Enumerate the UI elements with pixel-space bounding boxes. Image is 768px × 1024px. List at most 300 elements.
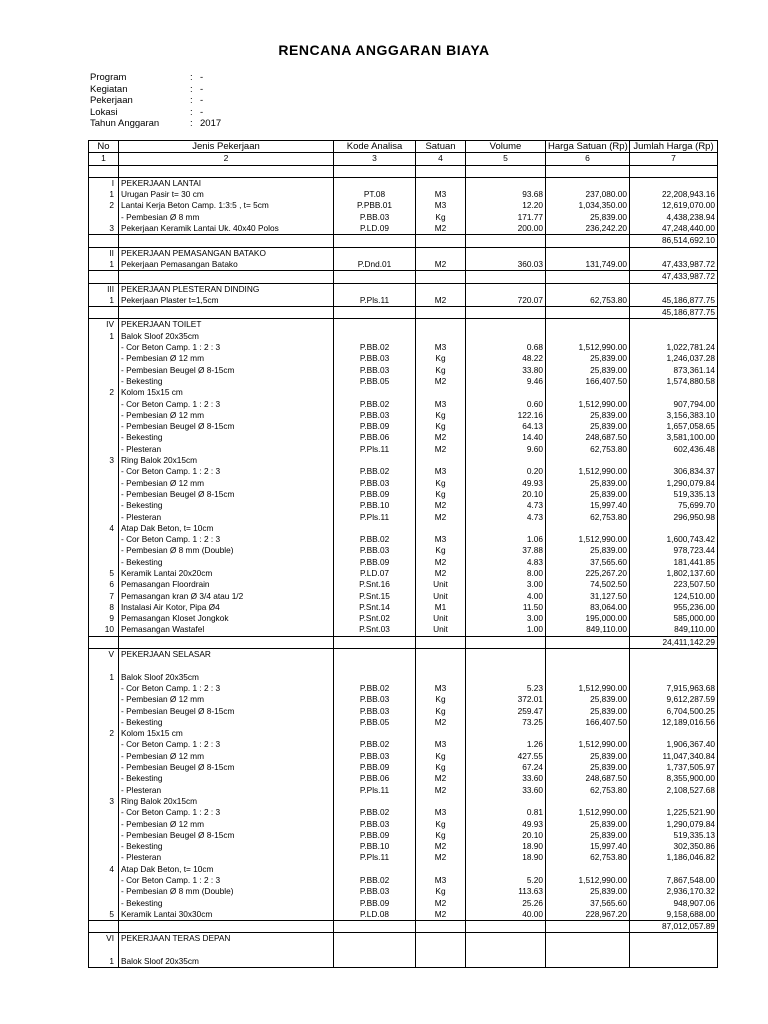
row-number: 1 xyxy=(89,956,119,968)
row-code: P.LD.08 xyxy=(334,909,416,921)
row-number xyxy=(89,500,119,511)
row-unit-price: 25,839.00 xyxy=(546,830,630,841)
row-unit: Kg xyxy=(416,353,466,364)
row-volume: 18.90 xyxy=(466,852,546,863)
row-description: - Pembesian Beugel Ø 8-15cm xyxy=(119,365,334,376)
meta-value: - xyxy=(200,95,204,106)
row-total: 181,441.85 xyxy=(630,557,718,568)
row-number xyxy=(89,444,119,455)
row-code xyxy=(334,956,416,968)
row-volume xyxy=(466,455,546,466)
row-description: - Plesteran xyxy=(119,785,334,796)
row-unit-price: 25,839.00 xyxy=(546,545,630,556)
row-volume xyxy=(466,331,546,342)
meta-separator: : xyxy=(190,83,193,95)
row-number: 4 xyxy=(89,523,119,534)
row-number: 7 xyxy=(89,591,119,602)
row-volume xyxy=(466,235,546,247)
table-row xyxy=(89,512,718,523)
row-number xyxy=(89,739,119,750)
row-unit: M2 xyxy=(416,785,466,796)
row-total: 87,012,057.89 xyxy=(630,921,718,933)
row-description: - Bekesting xyxy=(119,432,334,443)
meta-label: Program xyxy=(90,72,127,83)
meta-label: Lokasi xyxy=(90,106,118,118)
row-code xyxy=(334,331,416,342)
row-unit-price: 236,242.20 xyxy=(546,223,630,235)
row-unit: M2 xyxy=(416,376,466,387)
spacer-row xyxy=(89,945,718,956)
row-total: 1,186,046.82 xyxy=(630,852,718,863)
row-total: 978,723.44 xyxy=(630,545,718,556)
row-number xyxy=(89,410,119,421)
row-unit-price: 248,687.50 xyxy=(546,432,630,443)
row-number: 2 xyxy=(89,387,119,398)
header-index: 5 xyxy=(466,153,546,165)
row-code: P.BB.09 xyxy=(334,421,416,432)
subtotal-row xyxy=(89,921,718,933)
row-unit: M3 xyxy=(416,466,466,477)
row-total: 1,225,521.90 xyxy=(630,807,718,818)
row-unit-price: 849,110.00 xyxy=(546,624,630,636)
row-total: 223,507.50 xyxy=(630,579,718,590)
meta-value: - xyxy=(200,106,204,118)
header-jumlah: Jumlah Harga (Rp) xyxy=(630,141,718,153)
row-code: PT.08 xyxy=(334,189,416,200)
table-row xyxy=(89,864,718,875)
row-total: 11,047,340.84 xyxy=(630,751,718,762)
row-unit: M2 xyxy=(416,432,466,443)
row-total: 12,189,016.56 xyxy=(630,717,718,728)
row-total: 1,246,037.28 xyxy=(630,353,718,364)
row-code: P.PBB.01 xyxy=(334,200,416,211)
row-description: Urugan Pasir t= 30 cm xyxy=(119,189,334,200)
table-row xyxy=(89,773,718,784)
row-description: Instalasi Air Kotor, Pipa Ø4 xyxy=(119,602,334,613)
row-volume: 171.77 xyxy=(466,212,546,223)
row-total xyxy=(630,165,718,177)
table-row xyxy=(89,841,718,852)
row-description: Keramik Lantai 30x30cm xyxy=(119,909,334,921)
row-unit xyxy=(416,921,466,933)
row-description: Ring Balok 20x15cm xyxy=(119,455,334,466)
table-row xyxy=(89,376,718,387)
row-unit-price: 25,839.00 xyxy=(546,706,630,717)
row-unit-price xyxy=(546,649,630,661)
table-row xyxy=(89,534,718,545)
row-unit-price xyxy=(546,945,630,956)
row-unit-price: 25,839.00 xyxy=(546,410,630,421)
header-jenis: Jenis Pekerjaan xyxy=(119,141,334,153)
row-volume xyxy=(466,247,546,259)
table-row xyxy=(89,410,718,421)
row-volume: 4.00 xyxy=(466,591,546,602)
row-description: Balok Sloof 20x35cm xyxy=(119,672,334,683)
row-unit-price: 15,997.40 xyxy=(546,500,630,511)
row-code: P.BB.09 xyxy=(334,489,416,500)
header-index: 4 xyxy=(416,153,466,165)
table-row xyxy=(89,694,718,705)
row-description: - Plesteran xyxy=(119,512,334,523)
row-description: - Bekesting xyxy=(119,898,334,909)
row-unit-price: 62,753.80 xyxy=(546,785,630,796)
row-volume: 1.00 xyxy=(466,624,546,636)
row-description: - Pembesian Ø 8 mm (Double) xyxy=(119,886,334,897)
row-code xyxy=(334,177,416,189)
table-row xyxy=(89,683,718,694)
row-volume: 33.60 xyxy=(466,785,546,796)
row-number: 9 xyxy=(89,613,119,624)
subtotal-row xyxy=(89,235,718,247)
header-kode: Kode Analisa xyxy=(334,141,416,153)
meta-label: Tahun Anggaran xyxy=(90,118,160,129)
row-description: Pemasangan kran Ø 3/4 atau 1/2 xyxy=(119,591,334,602)
table-row xyxy=(89,432,718,443)
table-row xyxy=(89,365,718,376)
row-unit-price: 1,512,990.00 xyxy=(546,466,630,477)
table-row xyxy=(89,579,718,590)
row-unit xyxy=(416,956,466,968)
row-total: 1,574,880.58 xyxy=(630,376,718,387)
row-unit xyxy=(416,165,466,177)
row-number xyxy=(89,852,119,863)
row-total: 1,737,505.97 xyxy=(630,762,718,773)
row-unit-price xyxy=(546,933,630,945)
row-number: 1 xyxy=(89,672,119,683)
meta-row xyxy=(90,107,221,119)
row-code xyxy=(334,455,416,466)
row-number: 8 xyxy=(89,602,119,613)
row-code: P.BB.03 xyxy=(334,694,416,705)
table-row xyxy=(89,624,718,636)
row-number xyxy=(89,694,119,705)
row-unit-price: 228,967.20 xyxy=(546,909,630,921)
row-unit xyxy=(416,331,466,342)
row-code: P.BB.02 xyxy=(334,466,416,477)
row-number xyxy=(89,165,119,177)
row-number xyxy=(89,235,119,247)
row-code xyxy=(334,523,416,534)
row-total: 849,110.00 xyxy=(630,624,718,636)
meta-row xyxy=(90,118,221,130)
row-total xyxy=(630,319,718,331)
row-description: - Bekesting xyxy=(119,841,334,852)
meta-separator: : xyxy=(190,118,193,129)
row-unit-price: 25,839.00 xyxy=(546,886,630,897)
row-total: 1,802,137.60 xyxy=(630,568,718,579)
row-code: P.BB.03 xyxy=(334,819,416,830)
row-volume xyxy=(466,672,546,683)
header-index: 2 xyxy=(119,153,334,165)
row-volume: 9.60 xyxy=(466,444,546,455)
row-volume xyxy=(466,307,546,319)
row-number xyxy=(89,512,119,523)
row-unit: M2 xyxy=(416,841,466,852)
table-row xyxy=(89,387,718,398)
row-volume: 3.00 xyxy=(466,579,546,590)
row-total: 8,355,900.00 xyxy=(630,773,718,784)
row-unit: M3 xyxy=(416,534,466,545)
row-unit: M3 xyxy=(416,683,466,694)
row-unit xyxy=(416,933,466,945)
subtotal-row xyxy=(89,636,718,648)
row-code: P.Snt.16 xyxy=(334,579,416,590)
row-volume: 259.47 xyxy=(466,706,546,717)
row-code xyxy=(334,247,416,259)
row-unit-price: 15,997.40 xyxy=(546,841,630,852)
row-description: PEKERJAAN TERAS DEPAN xyxy=(119,933,334,945)
table-row xyxy=(89,212,718,223)
table-row xyxy=(89,466,718,477)
section-row xyxy=(89,933,718,945)
row-unit-price xyxy=(546,921,630,933)
row-code: P.BB.03 xyxy=(334,886,416,897)
row-unit xyxy=(416,649,466,661)
table-row xyxy=(89,762,718,773)
table-row xyxy=(89,500,718,511)
row-unit-price: 166,407.50 xyxy=(546,717,630,728)
row-unit xyxy=(416,796,466,807)
row-total: 2,108,527.68 xyxy=(630,785,718,796)
row-total: 45,186,877.75 xyxy=(630,295,718,307)
row-unit: Unit xyxy=(416,624,466,636)
row-total: 7,867,548.00 xyxy=(630,875,718,886)
table-row xyxy=(89,852,718,863)
row-code xyxy=(334,672,416,683)
row-code xyxy=(334,945,416,956)
row-unit: Kg xyxy=(416,762,466,773)
row-volume: 5.23 xyxy=(466,683,546,694)
row-unit: Kg xyxy=(416,751,466,762)
row-unit: M2 xyxy=(416,223,466,235)
row-code xyxy=(334,660,416,671)
header-index: 3 xyxy=(334,153,416,165)
row-description: Pekerjaan Keramik Lantai Uk. 40x40 Polos xyxy=(119,223,334,235)
row-code: P.Pls.11 xyxy=(334,512,416,523)
row-unit: Kg xyxy=(416,706,466,717)
row-code: P.BB.03 xyxy=(334,545,416,556)
row-total: 1,906,367.40 xyxy=(630,739,718,750)
row-code: P.Pls.11 xyxy=(334,444,416,455)
row-unit-price xyxy=(546,319,630,331)
row-unit-price xyxy=(546,956,630,968)
row-total: 47,248,440.00 xyxy=(630,223,718,235)
row-unit: Unit xyxy=(416,613,466,624)
row-description: - Plesteran xyxy=(119,444,334,455)
row-code: P.Snt.15 xyxy=(334,591,416,602)
row-description: - Pembesian Beugel Ø 8-15cm xyxy=(119,489,334,500)
row-total: 47,433,987.72 xyxy=(630,259,718,271)
table-row xyxy=(89,295,718,307)
row-number: 1 xyxy=(89,295,119,307)
row-total: 519,335.13 xyxy=(630,830,718,841)
row-code xyxy=(334,235,416,247)
table-row xyxy=(89,785,718,796)
row-total xyxy=(630,331,718,342)
row-volume: 33.60 xyxy=(466,773,546,784)
table-row xyxy=(89,956,718,968)
row-number: 1 xyxy=(89,331,119,342)
row-unit: M2 xyxy=(416,898,466,909)
subtotal-row xyxy=(89,307,718,319)
row-number: 6 xyxy=(89,579,119,590)
row-description: Kolom 15x15 cm xyxy=(119,728,334,739)
row-volume xyxy=(466,649,546,661)
row-description: - Cor Beton Camp. 1 : 2 : 3 xyxy=(119,807,334,818)
row-unit-price: 74,502.50 xyxy=(546,579,630,590)
document-meta xyxy=(90,72,221,130)
row-code xyxy=(334,271,416,283)
table-row xyxy=(89,672,718,683)
row-volume: 3.00 xyxy=(466,613,546,624)
row-description: Ring Balok 20x15cm xyxy=(119,796,334,807)
row-description xyxy=(119,271,334,283)
row-number xyxy=(89,342,119,353)
table-row xyxy=(89,898,718,909)
row-unit xyxy=(416,283,466,295)
section-row xyxy=(89,247,718,259)
row-description: - Pembesian Ø 12 mm xyxy=(119,353,334,364)
row-number xyxy=(89,466,119,477)
row-unit xyxy=(416,945,466,956)
row-volume: 8.00 xyxy=(466,568,546,579)
row-total: 296,950.98 xyxy=(630,512,718,523)
row-unit-price xyxy=(546,177,630,189)
row-code: P.BB.06 xyxy=(334,773,416,784)
table-row xyxy=(89,189,718,200)
row-code xyxy=(334,636,416,648)
row-total: 1,657,058.65 xyxy=(630,421,718,432)
row-unit: Kg xyxy=(416,545,466,556)
row-unit: M2 xyxy=(416,568,466,579)
row-unit: Kg xyxy=(416,212,466,223)
row-code: P.BB.02 xyxy=(334,399,416,410)
row-volume xyxy=(466,523,546,534)
row-total xyxy=(630,247,718,259)
row-volume: 4.73 xyxy=(466,500,546,511)
row-total: 1,022,781.24 xyxy=(630,342,718,353)
row-code: P.BB.09 xyxy=(334,898,416,909)
row-total: 302,350.86 xyxy=(630,841,718,852)
row-description: Keramik Lantai 20x20cm xyxy=(119,568,334,579)
row-number xyxy=(89,945,119,956)
table-row xyxy=(89,478,718,489)
row-unit-price xyxy=(546,283,630,295)
row-volume: 113.63 xyxy=(466,886,546,897)
row-description xyxy=(119,921,334,933)
row-unit xyxy=(416,636,466,648)
section-row xyxy=(89,283,718,295)
row-number: 5 xyxy=(89,909,119,921)
row-unit-price: 1,512,990.00 xyxy=(546,875,630,886)
row-unit-price: 62,753.80 xyxy=(546,852,630,863)
table-row xyxy=(89,796,718,807)
row-description: Pemasangan Floordrain xyxy=(119,579,334,590)
row-unit: Unit xyxy=(416,591,466,602)
row-code: P.BB.03 xyxy=(334,478,416,489)
row-unit: Kg xyxy=(416,819,466,830)
row-volume xyxy=(466,165,546,177)
row-description: Balok Sloof 20x35cm xyxy=(119,331,334,342)
section-row xyxy=(89,319,718,331)
row-total xyxy=(630,796,718,807)
row-volume: 11.50 xyxy=(466,602,546,613)
row-volume: 14.40 xyxy=(466,432,546,443)
row-number: 4 xyxy=(89,864,119,875)
row-code xyxy=(334,864,416,875)
row-total: 86,514,692.10 xyxy=(630,235,718,247)
row-code xyxy=(334,165,416,177)
row-volume xyxy=(466,177,546,189)
row-description: - Pembesian Beugel Ø 8-15cm xyxy=(119,762,334,773)
row-code xyxy=(334,387,416,398)
budget-table xyxy=(88,140,718,968)
table-row xyxy=(89,807,718,818)
row-code: P.LD.07 xyxy=(334,568,416,579)
row-description: - Cor Beton Camp. 1 : 2 : 3 xyxy=(119,342,334,353)
row-unit xyxy=(416,235,466,247)
row-unit-price xyxy=(546,455,630,466)
row-description: - Bekesting xyxy=(119,500,334,511)
row-unit xyxy=(416,660,466,671)
row-volume: 37.88 xyxy=(466,545,546,556)
row-unit-price: 195,000.00 xyxy=(546,613,630,624)
row-number xyxy=(89,706,119,717)
row-unit-price: 131,749.00 xyxy=(546,259,630,271)
row-description: Pekerjaan Pemasangan Batako xyxy=(119,259,334,271)
row-number xyxy=(89,841,119,852)
row-total: 124,510.00 xyxy=(630,591,718,602)
table-row xyxy=(89,223,718,235)
row-description: - Cor Beton Camp. 1 : 2 : 3 xyxy=(119,399,334,410)
row-unit: M2 xyxy=(416,557,466,568)
row-number xyxy=(89,717,119,728)
row-code: P.BB.10 xyxy=(334,500,416,511)
row-volume: 67.24 xyxy=(466,762,546,773)
row-total: 1,290,079.84 xyxy=(630,478,718,489)
row-unit: M3 xyxy=(416,399,466,410)
row-unit: Kg xyxy=(416,830,466,841)
row-unit-price: 37,565.60 xyxy=(546,557,630,568)
row-unit-price xyxy=(546,660,630,671)
row-code: P.BB.02 xyxy=(334,683,416,694)
row-code: P.Pls.11 xyxy=(334,295,416,307)
row-volume xyxy=(466,636,546,648)
row-code: P.Snt.02 xyxy=(334,613,416,624)
row-total: 22,208,943.16 xyxy=(630,189,718,200)
row-number xyxy=(89,875,119,886)
row-volume: 4.83 xyxy=(466,557,546,568)
row-code: P.BB.09 xyxy=(334,830,416,841)
row-description: - Pembesian Ø 8 mm (Double) xyxy=(119,545,334,556)
row-description xyxy=(119,945,334,956)
row-unit xyxy=(416,728,466,739)
row-volume xyxy=(466,283,546,295)
row-code xyxy=(334,649,416,661)
row-total xyxy=(630,283,718,295)
row-description: PEKERJAAN PLESTERAN DINDING xyxy=(119,283,334,295)
header-index: 6 xyxy=(546,153,630,165)
row-unit: M2 xyxy=(416,773,466,784)
row-total: 907,794.00 xyxy=(630,399,718,410)
row-unit xyxy=(416,271,466,283)
row-volume xyxy=(466,956,546,968)
row-unit-price: 248,687.50 xyxy=(546,773,630,784)
meta-label: Pekerjaan xyxy=(90,95,133,106)
row-unit: M3 xyxy=(416,807,466,818)
row-number: 5 xyxy=(89,568,119,579)
meta-separator: : xyxy=(190,106,193,118)
